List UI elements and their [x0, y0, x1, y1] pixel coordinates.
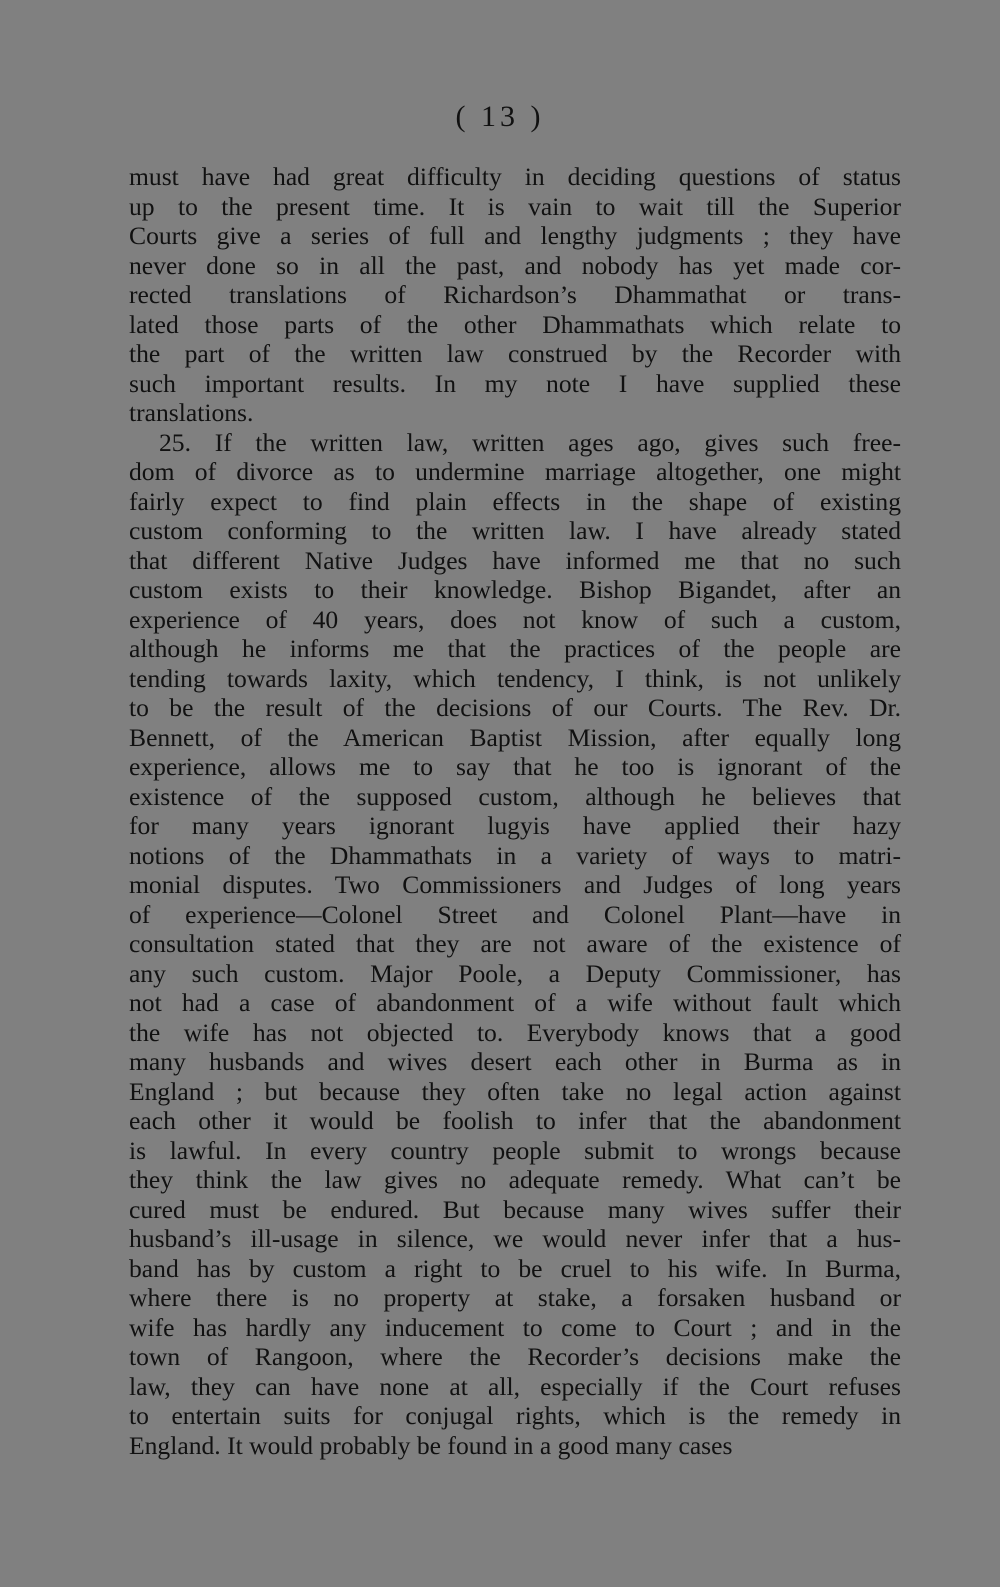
text-line: each other it would be foolish to infer that the abandonment [129, 1106, 901, 1135]
text-line: band has by custom a right to be cruel to his wife. In Burma, [129, 1253, 901, 1283]
text-line: such important results. In my note I have supplied these [129, 368, 901, 398]
text-line: Courts give a series of full and lengthy judgments ; they have [129, 221, 901, 250]
text-line: England. It would probably be found in a good many cases [129, 1430, 733, 1460]
text-line: existence of the supposed custom, although he believes that [129, 781, 901, 811]
text-line: Bennett, of the American Baptist Mission, after equally long [129, 722, 901, 752]
text-line: to be the result of the decisions of our Courts. The Rev. Dr. [129, 693, 901, 722]
text-line: is lawful. In every country people submit to wrongs because [129, 1135, 901, 1165]
text-line: experience, allows me to say that he too is ignorant of the [129, 752, 901, 781]
text-line: custom exists to their knowledge. Bishop Bigandet, after an [129, 575, 901, 604]
text-line: rected translations of Richardson’s Dhammathat or trans- [129, 280, 901, 309]
text-line: monial disputes. Two Commissioners and Judges of long years [129, 870, 901, 899]
text-line: law, they can have none at all, especially if the Court refuses [129, 1371, 901, 1401]
text-line: fairly expect to find plain effects in the shape of existing [129, 486, 901, 516]
text-line: the part of the written law construed by the Recorder with [129, 339, 901, 368]
page-number: ( 13 ) [455, 100, 545, 133]
text-line: 25. If the written law, written ages ago, gives such free- [159, 427, 901, 457]
text-line: up to the present time. It is vain to wait till the Superior [129, 191, 901, 221]
text-line: husband’s ill-usage in silence, we would never infer that a hus- [129, 1224, 901, 1253]
text-line: custom conforming to the written law. I have already stated [129, 516, 901, 545]
text-line: notions of the Dhammathats in a variety of ways to matri- [129, 840, 901, 870]
text-line: tending towards laxity, which tendency, I think, is not unlikely [129, 663, 901, 693]
text-line: any such custom. Major Poole, a Deputy Commissioner, has [129, 958, 901, 988]
text-line: must have had great difficulty in deciding questions of status [129, 162, 901, 191]
text-line: England ; but because they often take no legal action against [129, 1076, 901, 1106]
text-line: consultation stated that they are not aware of the existence of [129, 929, 901, 958]
text-line: cured must be endured. But because many wives suffer their [129, 1194, 901, 1224]
text-line: to entertain suits for conjugal rights, which is the remedy in [129, 1401, 901, 1430]
text-line: of experience—Colonel Street and Colonel Plant—have in [129, 899, 901, 929]
text-line: the wife has not objected to. Everybody knows that a good [129, 1017, 901, 1047]
text-line: for many years ignorant lugyis have applied their hazy [129, 811, 901, 840]
text-line: dom of divorce as to undermine marriage altogether, one might [129, 457, 901, 486]
body-text [129, 162, 901, 1460]
paragraph [129, 428, 901, 1461]
text-line: although he informs me that the practices of the people are [129, 634, 901, 663]
text-line: wife has hardly any inducement to come to Court ; and in the [129, 1312, 901, 1342]
paragraph [129, 162, 901, 428]
text-line: not had a case of abandonment of a wife without fault which [129, 988, 901, 1017]
text-line: where there is no property at stake, a forsaken husband or [129, 1283, 901, 1312]
text-line: they think the law gives no adequate remedy. What can’t be [129, 1165, 901, 1194]
text-line: never done so in all the past, and nobody has yet made cor- [129, 250, 901, 280]
text-line: lated those parts of the other Dhammathats which relate to [129, 309, 901, 339]
text-line: experience of 40 years, does not know of such a custom, [129, 604, 901, 634]
text-line: many husbands and wives desert each other in Burma as in [129, 1047, 901, 1076]
text-line: translations. [129, 398, 254, 427]
text-line: that different Native Judges have informed me that no such [129, 545, 901, 575]
text-line: town of Rangoon, where the Recorder’s decisions make the [129, 1342, 901, 1371]
